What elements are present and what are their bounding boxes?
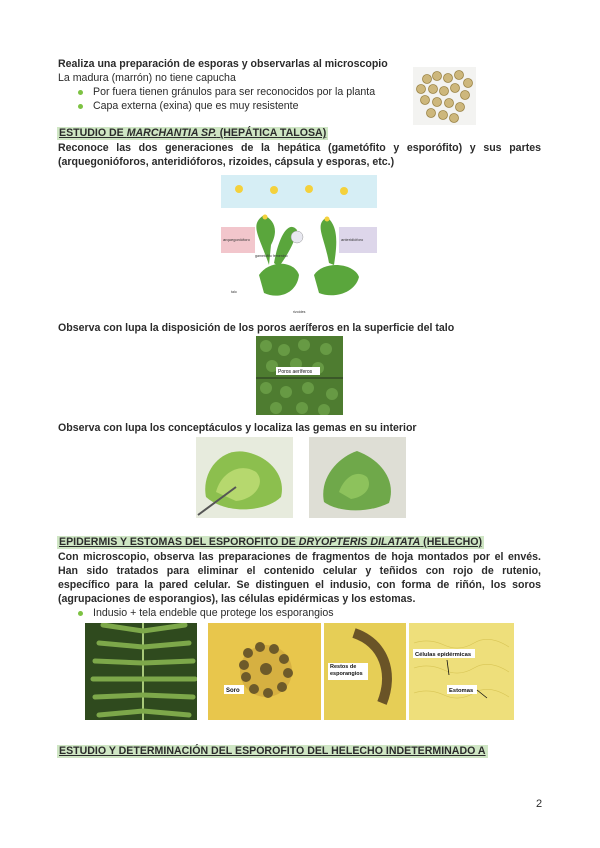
spores-line: La madura (marrón) no tiene capucha — [58, 72, 236, 84]
celulas-image — [409, 623, 514, 720]
section-heading-epidermis: EPIDERMIS Y ESTOMAS DEL ESPOROFITO DE DRYOPTERIS DILATATA (HELECHO) — [59, 536, 483, 548]
epidermis-line-4: (agrupaciones de esporangios), las células epidérmicas y los estomas. — [58, 593, 416, 605]
fern-leaf-image — [85, 623, 197, 720]
page-number: 2 — [536, 798, 543, 810]
section-heading-marchantia: ESTUDIO DE MARCHANTIA SP. (HEPÁTICA TALOSA) — [59, 127, 327, 139]
marchantia-paragraph-line1: Reconoce las dos generaciones de la hepática (gametófito y esporófito) y sus partes — [58, 142, 541, 154]
label-anteridioforo: anteridióforo — [341, 237, 364, 242]
list-item: Por fuera tienen gránulos para ser reconocidos por la planta — [93, 85, 375, 99]
section-heading-final: ESTUDIO Y DETERMINACIÓN DEL ESPOROFITO DEL HELECHO INDETERMINADO A — [59, 745, 486, 757]
bullet-icon — [78, 90, 83, 95]
esporangios-image — [324, 623, 406, 720]
soro-image — [208, 623, 321, 720]
bullet-icon — [78, 611, 83, 616]
conceptaculo-image-1 — [196, 437, 293, 518]
label-soro: Soro — [226, 688, 240, 694]
spores-image — [413, 67, 476, 125]
marchantia-paragraph-line2: (arquegonióforos, anteridióforos, rizoides, cápsula y esporas, etc.) — [58, 156, 395, 168]
list-item: Indusio + tela endeble que protege los esporangios — [93, 606, 334, 620]
marchantia-diagram — [219, 175, 379, 317]
poros-image — [256, 336, 343, 415]
conceptaculos-instruction: Observa con lupa los conceptáculos y localiza las gemas en su interior — [58, 422, 417, 434]
bullet-icon — [78, 104, 83, 109]
epidermis-line-1: Con microscopio, observa las preparaciones de fragmentos de hoja montados por el envés. — [58, 551, 541, 563]
poros-instruction: Observa con lupa la disposición de los poros aeríferos en la superficie del talo — [58, 322, 455, 334]
label-restos: Restos de esporangios — [330, 664, 363, 677]
label-arquegonioforo: arquegonióforo — [223, 237, 250, 242]
label-estomas: Estomas — [449, 688, 474, 694]
spores-title: Realiza una preparación de esporas y observarlas al microscopio — [58, 58, 388, 70]
label-rizoides: rizoides — [293, 310, 306, 314]
conceptaculo-image-2 — [309, 437, 406, 518]
label-talo: talo — [231, 290, 237, 294]
label-gametofito: gametófito femenino — [255, 254, 288, 258]
epidermis-line-2: Han sido tratados para eliminar el contenido celular y teñidos con rojo de rutenio, — [58, 565, 541, 577]
label-celulas: Células epidérmicas — [415, 652, 472, 658]
list-item: Capa externa (exina) que es muy resistente — [93, 99, 299, 113]
poros-label: Poros aeríferos — [278, 369, 313, 375]
epidermis-line-3: específico para la pared celular. Se distinguen el indusio, con forma de riñón, los soros — [58, 579, 541, 591]
